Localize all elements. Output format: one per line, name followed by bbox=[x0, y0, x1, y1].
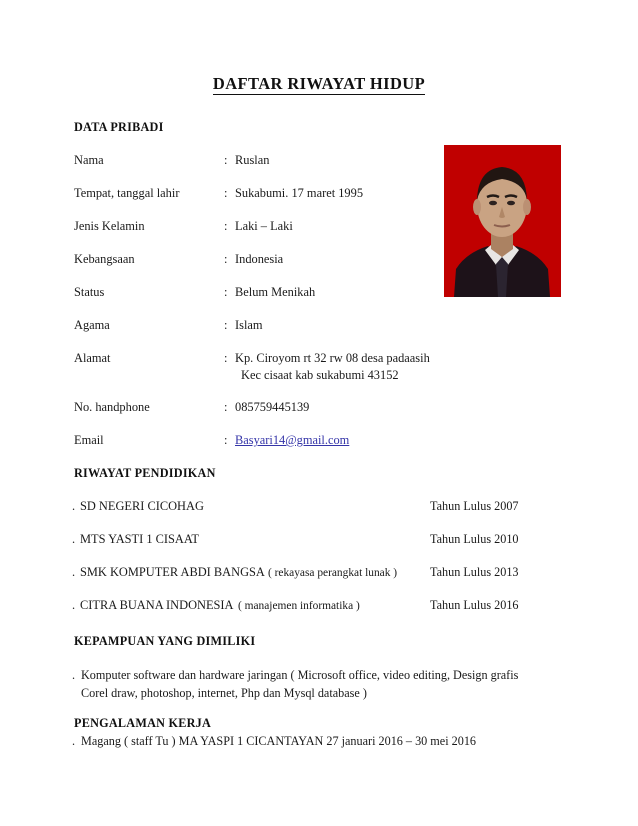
field-value-jenis-kelamin: Laki – Laki bbox=[235, 219, 293, 233]
field-value-agama: Islam bbox=[235, 318, 263, 332]
education-graduation-year: Tahun Lulus 2010 bbox=[430, 532, 519, 546]
field-separator: : bbox=[224, 400, 228, 414]
education-major: ( rekayasa perangkat lunak ) bbox=[268, 567, 398, 579]
field-label-alamat: Alamat bbox=[74, 351, 111, 365]
field-value-no-handphone: 085759445139 bbox=[235, 400, 310, 414]
list-item bbox=[72, 564, 527, 597]
table-row bbox=[74, 185, 494, 218]
table-row bbox=[74, 317, 494, 350]
education-list bbox=[72, 498, 527, 630]
skills-list bbox=[72, 666, 542, 702]
field-label-kebangsaan: Kebangsaan bbox=[74, 252, 135, 266]
bullet-marker: . bbox=[72, 565, 76, 579]
section-heading-education: RIWAYAT PENDIDIKAN bbox=[74, 466, 216, 480]
field-separator: : bbox=[224, 318, 228, 332]
bullet-marker: . bbox=[72, 668, 76, 682]
experience-text: Magang ( staff Tu ) MA YASPI 1 CICANTAYAN 27 januari 2016 – 30 mei 2016 bbox=[81, 734, 477, 748]
field-label-no-handphone: No. handphone bbox=[74, 400, 150, 414]
education-graduation-year: Tahun Lulus 2007 bbox=[430, 499, 519, 513]
field-label-nama: Nama bbox=[74, 153, 104, 167]
table-row bbox=[74, 432, 494, 465]
personal-data-table bbox=[74, 152, 494, 465]
field-label-agama: Agama bbox=[74, 318, 110, 332]
field-label-tempat-tanggal-lahir: Tempat, tanggal lahir bbox=[74, 186, 180, 200]
skills-text: Komputer software dan hardware jaringan ( Microsoft office, video editing, Design grafis Corel draw, photoshop, internet, Php dan Mysql database ) bbox=[81, 668, 519, 700]
table-row bbox=[74, 251, 494, 284]
section-heading-personal-data: DATA PRIBADI bbox=[74, 120, 164, 134]
portrait-photo-image bbox=[444, 145, 561, 297]
field-value-status: Belum Menikah bbox=[235, 285, 316, 299]
table-row bbox=[74, 399, 494, 432]
field-separator: : bbox=[224, 351, 228, 365]
page-title-text: DAFTAR RIWAYAT HIDUP bbox=[212, 74, 426, 93]
list-item bbox=[72, 597, 527, 630]
field-separator: : bbox=[224, 285, 228, 299]
section-heading-experience: PENGALAMAN KERJA bbox=[74, 716, 212, 730]
table-row bbox=[74, 284, 494, 317]
field-separator: : bbox=[224, 252, 228, 266]
field-value-alamat-line1: Kp. Ciroyom rt 32 rw 08 desa padaasih bbox=[235, 351, 430, 365]
education-school-name: SD NEGERI CICOHAG bbox=[80, 499, 204, 513]
email-link[interactable]: Basyari14@gmail.com bbox=[235, 433, 350, 447]
education-graduation-year: Tahun Lulus 2016 bbox=[430, 598, 519, 612]
field-separator: : bbox=[224, 219, 228, 233]
bullet-marker: . bbox=[72, 598, 76, 612]
education-major: ( manajemen informatika ) bbox=[238, 600, 360, 612]
list-item bbox=[72, 531, 527, 564]
avatar bbox=[444, 145, 561, 297]
list-item bbox=[72, 498, 527, 531]
field-separator: : bbox=[224, 433, 228, 447]
field-label-status: Status bbox=[74, 285, 105, 299]
education-graduation-year: Tahun Lulus 2013 bbox=[430, 565, 519, 579]
experience-list bbox=[72, 733, 542, 750]
bullet-marker: . bbox=[72, 499, 76, 513]
page-title bbox=[0, 74, 638, 94]
field-label-email: Email bbox=[74, 433, 104, 447]
field-separator: : bbox=[224, 153, 228, 167]
field-label-jenis-kelamin: Jenis Kelamin bbox=[74, 219, 145, 233]
section-heading-skills: KEPAMPUAN YANG DIMILIKI bbox=[74, 634, 256, 648]
education-school-name: CITRA BUANA INDONESIA bbox=[80, 598, 234, 612]
education-school-name: MTS YASTI 1 CISAAT bbox=[80, 532, 199, 546]
field-value-nama: Ruslan bbox=[235, 153, 270, 167]
education-school-name: SMK KOMPUTER ABDI BANGSA bbox=[80, 565, 265, 579]
field-separator: : bbox=[224, 186, 228, 200]
field-value-alamat-line2: Kec cisaat kab sukabumi 43152 bbox=[241, 368, 399, 382]
field-value-tempat-tanggal-lahir: Sukabumi. 17 maret 1995 bbox=[235, 186, 364, 200]
table-row bbox=[74, 152, 494, 185]
bullet-marker: . bbox=[72, 734, 76, 748]
field-value-kebangsaan: Indonesia bbox=[235, 252, 284, 266]
bullet-marker: . bbox=[72, 532, 76, 546]
table-row bbox=[74, 350, 494, 399]
table-row bbox=[74, 218, 494, 251]
